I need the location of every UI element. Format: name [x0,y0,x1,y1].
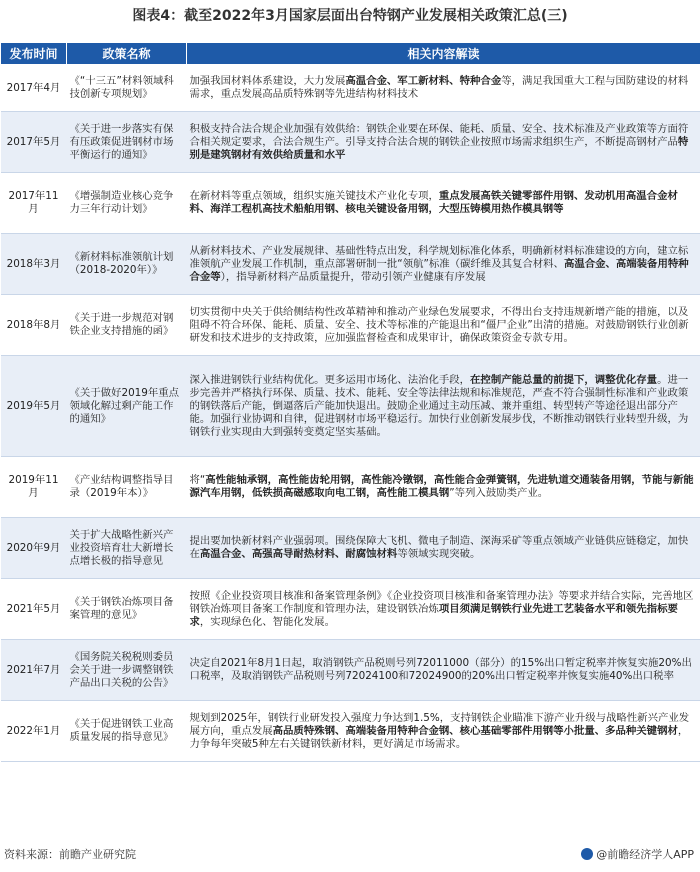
row-policy-name: 《增强制造业核心竞争力三年行动计划》 [67,173,187,234]
content-text: ，实现绿色化、智能化发展。 [199,615,335,628]
content-text: 按照《企业投资项目核准和备案管理条例》《企业投资项目核准和备案管理办法》等要求并结合实际，完善地区钢铁冶炼项目备案工作制度和管理办法，建设钢铁冶炼 [189,589,694,615]
content-text: 积极支持合法合规企业加强有效供给：钢铁企业要在环保、能耗、质量、安全、技术标准及产业政策等方面符合相关规定要求，合法合规生产。引导支持合法合规的钢铁企业按照市场需求组织生产，不断提高钢材产品 [189,122,689,148]
row-policy-name: 《新材料标准领航计划（2018-2020年）》 [67,234,187,295]
content-text: 等领域实现突破。 [397,548,481,560]
content-highlight: 高温合金、高强高导耐热材料、耐腐蚀材料 [199,548,398,560]
row-date: 2018年8月 [1,295,67,356]
row-date: 2017年5月 [1,112,67,173]
table-row [1,640,700,701]
row-date: 2017年4月 [1,65,67,112]
table-row [1,457,700,518]
table-row [1,234,700,295]
content-text: ，力争每年突破5种左右关键钢铁新材料，更好满足市场需求。 [189,724,689,750]
header-content: 相关内容解读 [187,43,700,65]
brand-text: @前瞻经济学人APP [596,848,694,861]
table-row [1,65,700,112]
content-highlight: 项目须满足钢铁行业先进工艺装备水平和领先指标要求 [189,602,678,628]
row-content [187,173,700,234]
content-text: 决定自2021年8月1日起，取消钢铁产品税则号列72011000（部分）的15%出口暂定税率并恢复实施20%出口税率，及取消钢铁产品税则号列72024100和72024900的20%出口暂定税率并恢复实施40%出口税率 [189,657,692,682]
row-policy-name: 《关于钢铁冶炼项目备案管理的意见》 [67,579,187,640]
row-policy-name: 《国务院关税税则委员会关于进一步调整钢铁产品出口关税的公告》 [67,640,187,701]
row-content [187,640,700,701]
brand-logo-icon [581,848,593,860]
content-highlight: 特别是建筑钢材有效供给质量和水平 [189,135,689,161]
row-content [187,701,700,762]
row-policy-name: 《关于进一步落实有保有压政策促进钢材市场平衡运行的通知》 [67,112,187,173]
row-date: 2017年11月 [1,173,67,234]
table-row [1,295,700,356]
content-highlight: 高温合金、军工新材料、特种合金 [345,75,502,87]
row-date: 2021年7月 [1,640,67,701]
row-policy-name: 关于扩大战略性新兴产业投资培育壮大新增长点增长极的指导意见 [67,518,187,579]
row-date: 2021年5月 [1,579,67,640]
row-content [187,518,700,579]
row-date: 2022年1月 [1,701,67,762]
row-content [187,65,700,112]
row-policy-name: 《关于促进钢铁工业高质量发展的指导意见》 [67,701,187,762]
row-content [187,112,700,173]
row-content [187,295,700,356]
table-row [1,173,700,234]
content-text: 将“ [189,474,206,486]
content-highlight: 高温合金、高端装备用特种合金等 [189,257,689,283]
row-date: 2018年3月 [1,234,67,295]
content-highlight: 高品质特殊钢、高端装备用特种合金钢、核心基础零部件用钢等小批量、多品种关键钢材 [272,724,678,737]
content-text: 等，满足我国重大工程与国防建设的材料需求，重点发展高品质特殊钢等先进结构材料技术 [189,75,689,100]
policy-table [0,42,700,762]
row-policy-name: 《“十三五”材料领域科技创新专项规划》 [67,65,187,112]
content-text: 从新材料技术、产业发展规律、基础性特点出发，科学规划标准化体系，明确新材料标准建设的方向，建立标准领航产业发展工作机制，重点部署研制一批“领航”标准（碳纤维及其复合材料、 [189,244,689,270]
content-text: ），指导新材料产品质量提升，带动引领产业健康有序发展 [220,270,486,283]
table-row [1,356,700,457]
row-policy-name: 《关于做好2019年重点领域化解过剩产能工作的通知》 [67,356,187,457]
content-text: 规划到2025年，钢铁行业研发投入强度力争达到1.5%，支持钢铁企业瞄准下游产业升级与战略性新兴产业发展方向，重点发展 [189,711,690,737]
content-text: 。进一步完善并严格执行环保、质量、技术、能耗、安全等法律法规和标准规范，严查不符合强制性标准和产业政策的钢铁落后产能，倒逼落后产能加快退出。鼓励企业通过主动压减、兼并重组、转型转产等途径退出部分产能。加强行业协调和自律，促进钢材市场平稳运行。加快行业创新发展步伐，不断推动钢铁行业转型升级，为钢铁行业实现由大到强转变奠定坚实基础。 [189,373,689,438]
content-text: 深入推进钢铁行业结构优化。更多运用市场化、法治化手段， [189,373,471,386]
table-row [1,112,700,173]
row-date: 2019年5月 [1,356,67,457]
header-date: 发布时间 [1,43,67,65]
chart-title: 图表4：截至2022年3月国家层面出台特钢产业发展相关政策汇总(三) [132,8,568,24]
content-highlight: 在控制产能总量的前提下，调整优化存量 [470,373,658,386]
row-date: 2019年11月 [1,457,67,518]
row-content [187,579,700,640]
table-row [1,701,700,762]
table-body [1,65,700,762]
content-text: ”等列入鼓励类产业。 [449,487,549,499]
header-policy-name: 政策名称 [67,43,187,65]
content-text: 加强我国材料体系建设，大力发展 [189,75,346,87]
row-policy-name: 《产业结构调整指导目录（2019年本）》 [67,457,187,518]
row-content [187,356,700,457]
brand-mark [581,846,694,862]
content-text: 提出要加快新材料产业强弱项。围绕保障大飞机、微电子制造、深海采矿等重点领域产业链供应链稳定，加快在 [189,535,689,560]
table-header-row [1,43,700,65]
table-row [1,518,700,579]
row-policy-name: 《关于进一步规范对钢铁企业支持措施的函》 [67,295,187,356]
row-date: 2020年9月 [1,518,67,579]
source-note: 资料来源：前瞻产业研究院 [4,848,136,861]
table-row [1,579,700,640]
content-text: 在新材料等重点领域，组织实施关键技术产业化专项， [189,190,439,202]
content-highlight: 重点发展高铁关键零部件用钢、发动机用高温合金材料、海洋工程机高技术船舶用钢、核电关键设备用钢，大型压铸模用热作模具钢等 [189,190,678,215]
row-content [187,234,700,295]
row-content [187,457,700,518]
content-highlight: 高性能轴承钢，高性能齿轮用钢，高性能冷镦钢，高性能合金弹簧钢，先进轨道交通装备用钢，节能与新能源汽车用钢，低铁损高磁感取向电工钢，高性能工模具钢 [189,474,694,499]
content-text: 切实贯彻中央关于供给侧结构性改革精神和推动产业绿色发展要求，不得出台支持违规新增产能的措施，以及阻碍不符合环保、能耗、质量、安全、技术等标准的产能退出和“僵尸企业”出清的措施。对鼓励钢铁行业创新研发和技术进步的支持政策，应加强监督检查和成果审计，确保政策资金专款专用。 [189,305,689,344]
